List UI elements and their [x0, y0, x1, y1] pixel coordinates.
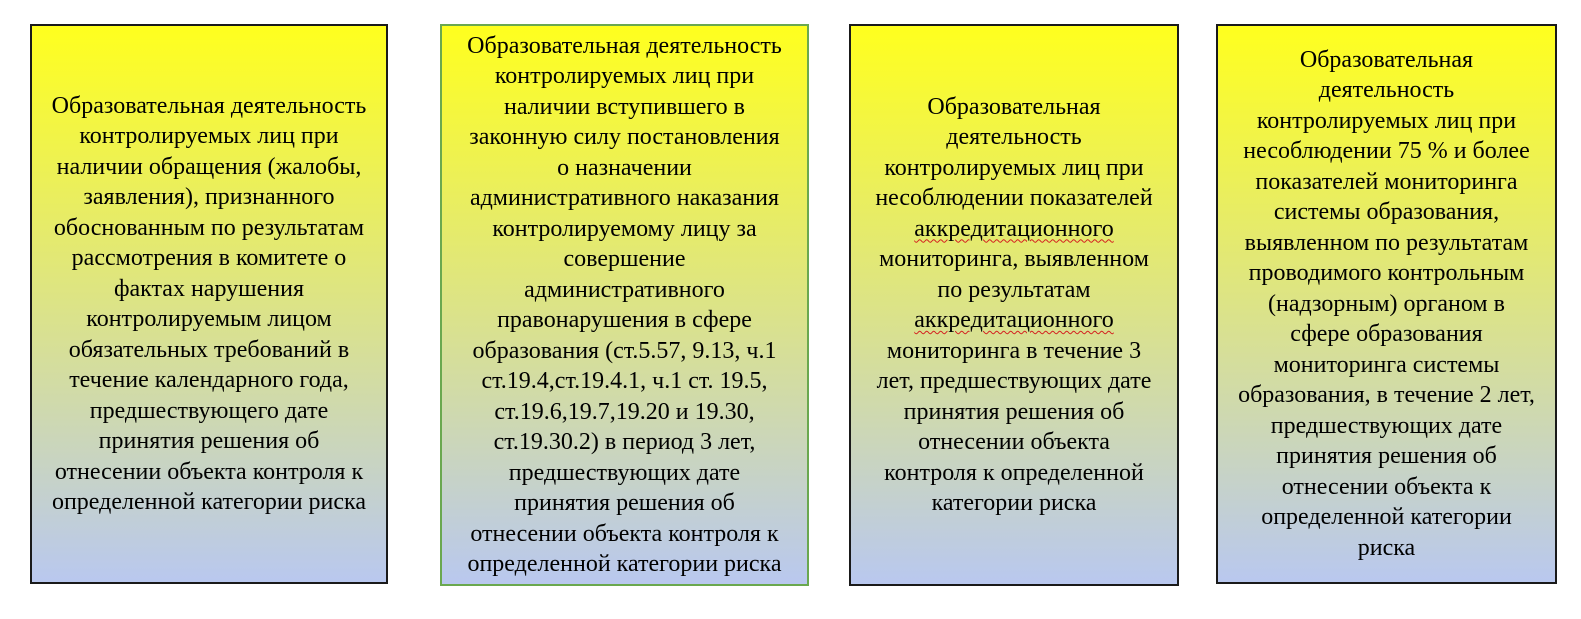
card-4-line: Образовательная: [1299, 46, 1474, 73]
criterion-card-1: [30, 24, 388, 584]
card-2-line: определенной категории риска: [467, 551, 782, 577]
card-1-line: принятия решения об: [98, 428, 320, 454]
card-1-line: контролируемых лиц при: [79, 123, 339, 149]
card-1-line: определенной категории риска: [51, 489, 367, 515]
card-3-line: деятельность: [946, 124, 1082, 150]
card-4-line: принятия решения об: [1276, 443, 1497, 470]
card-4-line: отнесении объекта к: [1281, 473, 1492, 500]
criterion-text-2: [467, 31, 782, 580]
card-4-line: образования, в течение 2 лет,: [1238, 382, 1535, 409]
card-1-line: отнесении объекта контроля к: [54, 458, 364, 485]
card-3-line: лет, предшествующих дате: [876, 368, 1152, 394]
card-2-line: совершение: [563, 246, 686, 272]
card-1-line: рассмотрения в комитете о: [71, 245, 347, 271]
spellcheck-underlined-word: аккредитационного: [914, 307, 1114, 333]
card-3-line: контроля к определенной: [884, 459, 1144, 486]
card-1-line: заявления), признанного: [83, 184, 335, 210]
card-1-line: течение календарного года,: [69, 367, 349, 393]
card-2-line: контролируемых лиц при: [494, 63, 755, 89]
card-2-line: административного: [524, 276, 725, 303]
criterion-text-4: [1238, 45, 1535, 564]
card-2-line: предшествующих дате: [508, 459, 741, 486]
criterion-card-4: [1216, 24, 1557, 584]
card-2-line: наличии вступившего в: [503, 93, 745, 120]
card-1-line: обязательных требований в: [68, 336, 350, 363]
card-4-line: выявленном по результатам: [1244, 229, 1529, 256]
card-2-line: законную силу постановления: [469, 124, 780, 150]
card-3-line: принятия решения об: [903, 398, 1125, 425]
card-3-line: [875, 214, 1152, 245]
card-4-line: контролируемых лиц при: [1256, 107, 1517, 134]
spellcheck-underlined-word: аккредитационного: [914, 215, 1114, 242]
card-3-line: по результатам: [937, 276, 1091, 303]
card-2-line: образования (ст.5.57, 9.13, ч.1: [472, 337, 777, 364]
card-3-line: отнесении объекта: [918, 429, 1110, 455]
card-4-line: несоблюдении 75 % и более: [1243, 138, 1530, 165]
card-2-line: ст.19.30.2) в период 3 лет,: [493, 429, 756, 455]
criterion-text-1: [52, 91, 367, 518]
card-3-line: Образовательная: [927, 93, 1101, 120]
card-4-line: риска: [1357, 534, 1416, 561]
card-4-line: показателей мониторинга: [1255, 168, 1518, 195]
card-3-line: несоблюдении показателей: [875, 185, 1153, 211]
card-4-line: сфере образования: [1290, 321, 1483, 348]
card-4-line: мониторинга системы: [1273, 351, 1500, 378]
criterion-card-2: [440, 24, 809, 586]
criterion-text-3: [875, 92, 1152, 519]
card-3-line: мониторинга, выявленном: [879, 246, 1149, 272]
card-2-line: о назначении: [557, 154, 692, 181]
card-1-line: обоснованным по результатам: [53, 214, 365, 241]
card-1-line: фактах нарушения: [113, 275, 304, 302]
card-4-line: системы образования,: [1273, 199, 1500, 226]
card-2-line: контролируемому лицу за: [492, 215, 757, 242]
card-4-line: проводимого контрольным: [1248, 260, 1525, 287]
card-3-line: мониторинга в течение 3: [886, 337, 1142, 364]
card-1-line: Образовательная деятельность: [51, 92, 367, 119]
card-2-line: правонарушения в сфере: [497, 307, 752, 333]
card-2-line: административного наказания: [469, 185, 780, 211]
card-2-line: принятия решения об: [514, 490, 735, 516]
card-1-line: наличии обращения (жалобы,: [56, 153, 362, 180]
card-4-line: деятельность: [1318, 77, 1455, 104]
criterion-card-3: [849, 24, 1179, 586]
card-3-line: категории риска: [931, 490, 1097, 516]
card-3-line: [875, 305, 1152, 336]
card-3-line: контролируемых лиц при: [884, 154, 1144, 181]
card-1-line: контролируемым лицом: [86, 306, 332, 332]
card-2-line: ст.19.6,19.7,19.20 и 19.30,: [494, 398, 755, 425]
card-4-line: (надзорным) органом в: [1268, 290, 1505, 317]
card-4-line: определенной категории: [1261, 504, 1512, 531]
card-4-line: предшествующих дате: [1270, 412, 1503, 439]
card-2-line: отнесении объекта контроля к: [470, 520, 779, 547]
card-1-line: предшествующего дате: [89, 397, 329, 424]
card-2-line: ст.19.4,ст.19.4.1, ч.1 ст. 19.5,: [481, 368, 768, 394]
card-2-line: Образовательная деятельность: [467, 32, 782, 59]
